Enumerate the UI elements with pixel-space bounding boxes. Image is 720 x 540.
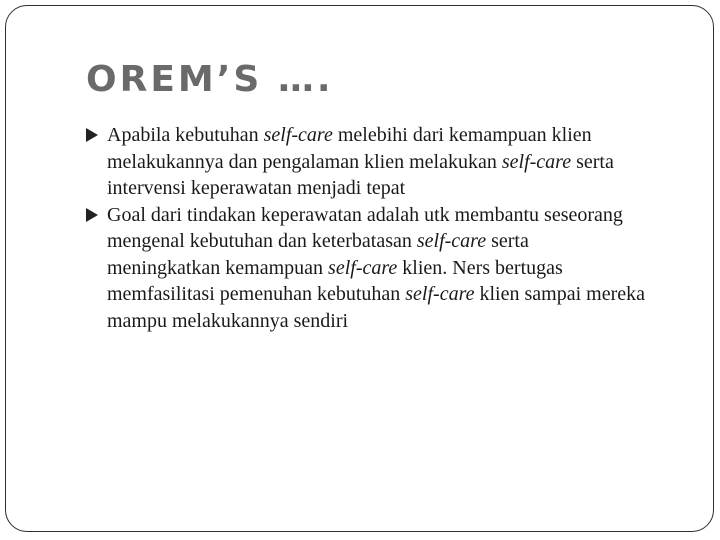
arrow-bullet-icon bbox=[86, 128, 98, 142]
text-run-italic: self-care bbox=[263, 124, 333, 146]
text-run-italic: self-care bbox=[405, 283, 475, 305]
text-run: serta meningkatkan kemampuan bbox=[107, 230, 529, 279]
text-run: melebihi dari kemampuan klien melakukannya dan pengalaman klien melakukan bbox=[107, 124, 592, 173]
text-run: Apabila kebutuhan bbox=[107, 124, 264, 146]
bullet-text bbox=[107, 124, 614, 199]
text-run-italic: self-care bbox=[416, 230, 487, 252]
bullet-item bbox=[86, 202, 646, 335]
text-run-italic: self-care bbox=[328, 256, 398, 279]
arrow-bullet-icon bbox=[86, 208, 98, 222]
text-run: Goal dari tindakan keperawatan adalah utk membantu seseorang mengenal kebutuhan dan keterbatasan bbox=[107, 203, 623, 252]
bullet-list bbox=[86, 122, 646, 334]
text-run-italic: self-care bbox=[501, 150, 572, 173]
text-run: serta intervensi keperawatan menjadi tepat bbox=[107, 150, 614, 199]
text-run: klien sampai mereka mampu melakukannya sendiri bbox=[107, 283, 645, 332]
slide-frame bbox=[5, 5, 714, 532]
slide-title: OREM’S …. bbox=[86, 59, 334, 100]
bullet-item bbox=[86, 122, 646, 202]
text-run: klien. Ners bertugas memfasilitasi pemenuhan kebutuhan bbox=[107, 256, 563, 305]
bullet-text bbox=[107, 204, 645, 332]
